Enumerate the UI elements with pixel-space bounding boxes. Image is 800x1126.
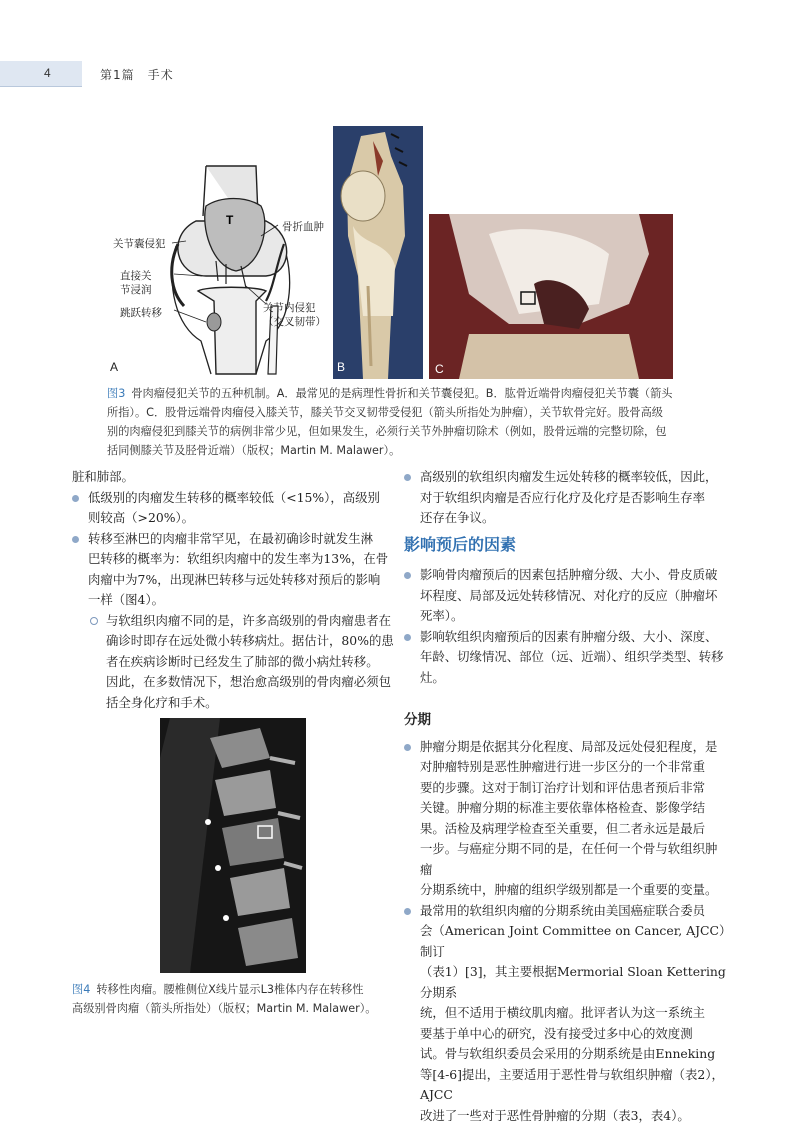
header-divider	[0, 86, 82, 87]
intro-line: 脏和肺部。	[72, 467, 397, 488]
text-line: 还存在争议。	[420, 508, 729, 529]
bullet-ajcc-staging	[404, 901, 729, 1126]
bullet-staging-definition	[404, 737, 729, 901]
label-direct-invasion	[120, 269, 152, 297]
label-intra-line2: （交叉韧带）	[263, 315, 326, 329]
text-line: 要基于单中心的研究，没有接受过多中心的效度测	[420, 1024, 729, 1045]
bullet-dot	[404, 908, 411, 915]
bullet-dot	[404, 572, 411, 579]
text-line: 对于软组织肉瘤是否应行化疗及化疗是否影响生存率	[420, 488, 729, 509]
figure3-panel-a	[106, 126, 334, 378]
text-line: 括全身化疗和手术。	[106, 693, 397, 714]
header-band	[0, 61, 82, 86]
figure4-caption	[72, 980, 397, 1018]
knee-diagram	[106, 126, 334, 378]
panel-c-label: C	[435, 362, 444, 376]
spacer	[404, 688, 729, 710]
bullet-bone-prognosis	[404, 565, 729, 627]
label-direct-line1: 直接关	[120, 269, 152, 283]
bullet-soft-tissue-prognosis	[404, 627, 729, 689]
lumbar-spine-xray	[160, 718, 306, 973]
text-line: 确诊时即存在远处微小转移病灶。据估计，80%的患	[106, 631, 397, 652]
section-title: 第1篇 手术	[100, 66, 174, 83]
text-line: 者在疾病诊断时已经发生了肺部的微小病灶转移。	[106, 652, 397, 673]
tumor-label: T	[226, 213, 234, 227]
text-line: 高级别的软组织肉瘤发生远处转移的概率较低，因此，	[420, 467, 729, 488]
bullet-dot	[404, 634, 411, 641]
text-line: 年龄、切缘情况、部位（远、近端）、组织学类型、转移灶。	[420, 647, 729, 688]
text-line: 肿瘤分期是依据其分化程度、局部及远处侵犯程度，是	[420, 737, 729, 758]
bullet-soft-tissue-chemo	[404, 467, 729, 529]
text-line: 则较高（>20%）。	[88, 508, 397, 529]
text-line: 因此，在多数情况下，想治愈高级别的骨肉瘤必须包	[106, 672, 397, 693]
text-line: 死率）。	[420, 606, 729, 627]
text-line: （表1）[3]，其主要根据Mermorial Sloan Kettering分期系	[420, 962, 729, 1003]
label-fracture-hematoma: 骨折血肿	[282, 219, 324, 234]
figure3-caption-line1: 骨肉瘤侵犯关节的五种机制。A．最常见的是病理性骨折和关节囊侵犯。B．肱骨近端骨肉瘤侵犯关节囊（箭头	[131, 387, 672, 400]
text-line: 肉瘤中为7%，出现淋巴转移与远处转移对预后的影响	[88, 570, 397, 591]
text-line: 与软组织肉瘤不同的是，许多高级别的骨肉瘤患者在	[106, 611, 397, 632]
text-line: 一样（图4）。	[88, 590, 397, 611]
text-line: 影响骨肉瘤预后的因素包括肿瘤分级、大小、骨皮质破	[420, 565, 729, 586]
text-line: 一步。与癌症分期不同的是，在任何一个骨与软组织肿瘤	[420, 839, 729, 880]
text-line: 坏程度、局部及远处转移情况、对化疗的反应（肿瘤坏	[420, 586, 729, 607]
heading-staging: 分期	[404, 710, 729, 731]
figure3-panel-c	[429, 214, 673, 379]
heading-prognosis: 影响预后的因素	[404, 535, 729, 556]
text-line: 低级别的肉瘤发生转移的概率较低（<15%），高级别	[88, 488, 397, 509]
text-line: 要的步骤。这对于制订治疗计划和评估患者预后非常	[420, 778, 729, 799]
bullet-lymph	[72, 529, 397, 611]
text-line: 巴转移的概率为：软组织肉瘤中的发生率为13%，在骨	[88, 549, 397, 570]
label-intra-articular	[263, 301, 326, 329]
figure4-label: 图4	[72, 983, 90, 996]
page-number: 4	[44, 66, 51, 80]
figure3-caption-line2: 所指）。C．股骨远端骨肉瘤侵入膝关节，膝关节交叉韧带受侵犯（箭头所指处为肿瘤），关节软骨完好。股骨高级	[107, 403, 687, 422]
text-line: 对肿瘤特别是恶性肿瘤进行进一步区分的一个非常重	[420, 757, 729, 778]
label-skip-metastasis: 跳跃转移	[120, 305, 162, 320]
text-line: 果。活检及病理学检查至关重要，但二者永远是最后	[420, 819, 729, 840]
bullet-dot	[404, 744, 411, 751]
label-direct-line2: 节浸润	[120, 283, 152, 297]
sub-bullet-ring	[90, 617, 98, 625]
text-line: 转移至淋巴的肉瘤非常罕见，在最初确诊时就发生淋	[88, 529, 397, 550]
bullet-dot	[72, 536, 79, 543]
figure4-caption-line2: 高级别骨肉瘤（箭头所指处）（版权；Martin M. Malawer）。	[72, 999, 397, 1018]
sub-bullet-micrometastasis	[72, 611, 397, 714]
text-line: 统，但不适用于横纹肌肉瘤。批评者认为这一系统主	[420, 1003, 729, 1024]
panel-b-label: B	[337, 360, 345, 374]
knee-specimen-photo	[429, 214, 673, 379]
figure3-caption-line4: 括同侧膝关节及胫骨近端）（版权；Martin M. Malawer）。	[107, 441, 687, 460]
figure3-caption	[107, 384, 687, 460]
text-line: 改进了一些对于恶性骨肿瘤的分期（表3，表4）。	[420, 1106, 729, 1126]
bullet-dot	[404, 474, 411, 481]
label-capsule-invasion: 关节囊侵犯	[113, 236, 166, 251]
figure3-caption-line3: 别的肉瘤侵犯到膝关节的病例非常少见，但如果发生，必须行关节外肿瘤切除术（例如，股骨远端的完整切除，包	[107, 422, 687, 441]
text-line: 关键。肿瘤分期的标准主要依靠体格检查、影像学结	[420, 798, 729, 819]
panel-a-label: A	[110, 360, 118, 374]
figure3-panel-b	[333, 126, 423, 379]
text-line: 等[4-6]提出，主要适用于恶性骨与软组织肿瘤（表2），AJCC	[420, 1065, 729, 1106]
right-column	[404, 467, 729, 1126]
text-line: 最常用的软组织肉瘤的分期系统由美国癌症联合委员	[420, 901, 729, 922]
figure3-label: 图3	[107, 387, 125, 400]
label-intra-line1: 关节内侵犯	[263, 301, 326, 315]
text-line: 分期系统中，肿瘤的组织学级别都是一个重要的变量。	[420, 880, 729, 901]
text-line: 试。骨与软组织委员会采用的分期系统是由Enneking	[420, 1044, 729, 1065]
humerus-specimen-photo	[333, 126, 423, 379]
figure4-xray	[160, 718, 306, 973]
text-line: 影响软组织肉瘤预后的因素有肿瘤分级、大小、深度、	[420, 627, 729, 648]
figure4-caption-line1: 转移性肉瘤。腰椎侧位X线片显示L3椎体内存在转移性	[96, 983, 363, 996]
text-line: 会（American Joint Committee on Cancer, AJCC）制订	[420, 921, 729, 962]
bullet-dot	[72, 495, 79, 502]
bullet-low-grade	[72, 488, 397, 529]
left-column	[72, 467, 397, 713]
